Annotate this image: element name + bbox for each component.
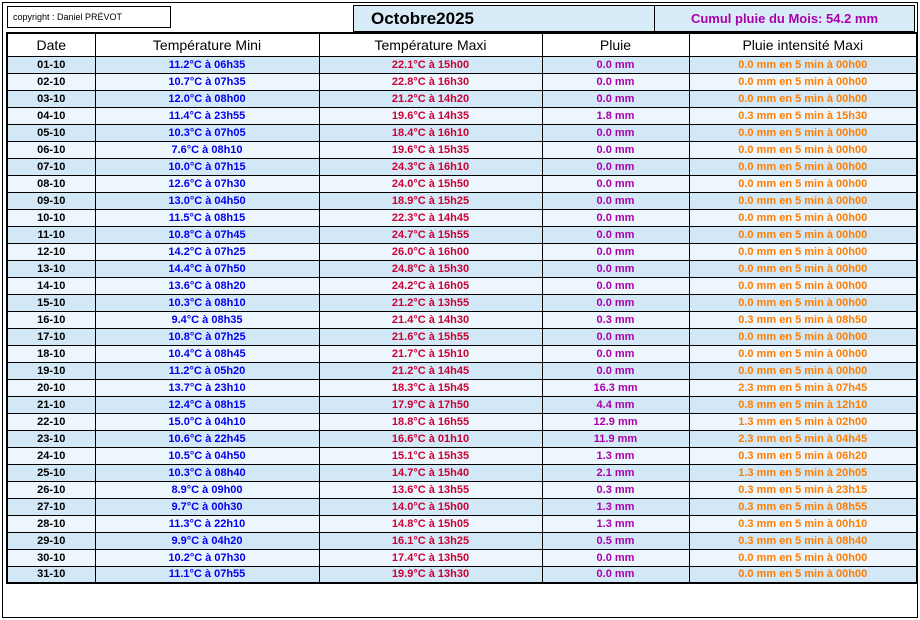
- rain-intensity-cell: 0.0 mm en 5 min à 00h00: [689, 260, 917, 277]
- rain-intensity-cell: 0.0 mm en 5 min à 00h00: [689, 73, 917, 90]
- temp-min-cell: 11.5°C à 08h15: [95, 209, 319, 226]
- monthly-rain-total: Cumul pluie du Mois: 54.2 mm: [690, 11, 879, 26]
- date-cell: 28-10: [7, 515, 95, 532]
- date-cell: 09-10: [7, 192, 95, 209]
- table-row: [7, 447, 917, 464]
- temp-min-cell: 15.0°C à 04h10: [95, 413, 319, 430]
- temp-max-cell: 17.4°C à 13h50: [319, 549, 542, 566]
- rain-cell: 4.4 mm: [542, 396, 689, 413]
- col-header-pluie-intensite: Pluie intensité Maxi: [689, 33, 917, 56]
- rain-cell: 0.0 mm: [542, 566, 689, 583]
- table-row: [7, 90, 917, 107]
- weather-data-table: [6, 32, 918, 584]
- table-row: [7, 413, 917, 430]
- rain-cell: 0.0 mm: [542, 294, 689, 311]
- temp-max-cell: 15.1°C à 15h35: [319, 447, 542, 464]
- col-header-pluie: Pluie: [542, 33, 689, 56]
- rain-cell: 1.8 mm: [542, 107, 689, 124]
- rain-intensity-cell: 0.0 mm en 5 min à 00h00: [689, 277, 917, 294]
- table-row: [7, 175, 917, 192]
- temp-min-cell: 7.6°C à 08h10: [95, 141, 319, 158]
- table-row: [7, 243, 917, 260]
- date-cell: 19-10: [7, 362, 95, 379]
- rain-cell: 2.1 mm: [542, 464, 689, 481]
- date-cell: 14-10: [7, 277, 95, 294]
- date-cell: 01-10: [7, 56, 95, 73]
- table-row: [7, 192, 917, 209]
- rain-intensity-cell: 0.3 mm en 5 min à 15h30: [689, 107, 917, 124]
- temp-min-cell: 10.8°C à 07h25: [95, 328, 319, 345]
- temp-max-cell: 21.7°C à 15h10: [319, 345, 542, 362]
- temp-max-cell: 21.2°C à 13h55: [319, 294, 542, 311]
- rain-intensity-cell: 0.0 mm en 5 min à 00h00: [689, 90, 917, 107]
- date-cell: 13-10: [7, 260, 95, 277]
- rain-cell: 0.0 mm: [542, 209, 689, 226]
- table-row: [7, 515, 917, 532]
- date-cell: 22-10: [7, 413, 95, 430]
- rain-intensity-cell: 0.3 mm en 5 min à 08h50: [689, 311, 917, 328]
- table-row: [7, 430, 917, 447]
- table-row: [7, 396, 917, 413]
- temp-max-cell: 22.1°C à 15h00: [319, 56, 542, 73]
- temp-max-cell: 22.3°C à 14h45: [319, 209, 542, 226]
- rain-intensity-cell: 2.3 mm en 5 min à 07h45: [689, 379, 917, 396]
- temp-min-cell: 10.0°C à 07h15: [95, 158, 319, 175]
- col-header-date: Date: [7, 33, 95, 56]
- rain-cell: 0.5 mm: [542, 532, 689, 549]
- date-cell: 30-10: [7, 549, 95, 566]
- rain-cell: 16.3 mm: [542, 379, 689, 396]
- table-row: [7, 362, 917, 379]
- date-cell: 08-10: [7, 175, 95, 192]
- rain-intensity-cell: 0.0 mm en 5 min à 00h00: [689, 549, 917, 566]
- rain-intensity-cell: 0.0 mm en 5 min à 00h00: [689, 243, 917, 260]
- rain-cell: 0.0 mm: [542, 260, 689, 277]
- temp-max-cell: 17.9°C à 17h50: [319, 396, 542, 413]
- date-cell: 17-10: [7, 328, 95, 345]
- table-row: [7, 464, 917, 481]
- temp-min-cell: 10.3°C à 08h40: [95, 464, 319, 481]
- temp-min-cell: 10.3°C à 07h05: [95, 124, 319, 141]
- rain-intensity-cell: 0.0 mm en 5 min à 00h00: [689, 362, 917, 379]
- table-row: [7, 311, 917, 328]
- table-row: [7, 209, 917, 226]
- temp-max-cell: 21.2°C à 14h45: [319, 362, 542, 379]
- rain-intensity-cell: 0.0 mm en 5 min à 00h00: [689, 345, 917, 362]
- temp-max-cell: 18.3°C à 15h45: [319, 379, 542, 396]
- date-cell: 11-10: [7, 226, 95, 243]
- rain-cell: 0.0 mm: [542, 328, 689, 345]
- date-cell: 31-10: [7, 566, 95, 583]
- date-cell: 04-10: [7, 107, 95, 124]
- temp-max-cell: 24.7°C à 15h55: [319, 226, 542, 243]
- temp-max-cell: 19.9°C à 13h30: [319, 566, 542, 583]
- temp-min-cell: 10.7°C à 07h35: [95, 73, 319, 90]
- rain-intensity-cell: 0.0 mm en 5 min à 00h00: [689, 294, 917, 311]
- temp-min-cell: 14.2°C à 07h25: [95, 243, 319, 260]
- temp-max-cell: 18.4°C à 16h10: [319, 124, 542, 141]
- temp-max-cell: 16.1°C à 13h25: [319, 532, 542, 549]
- table-row: [7, 549, 917, 566]
- table-row: [7, 379, 917, 396]
- date-cell: 27-10: [7, 498, 95, 515]
- table-row: [7, 277, 917, 294]
- table-row: [7, 328, 917, 345]
- rain-intensity-cell: 0.3 mm en 5 min à 23h15: [689, 481, 917, 498]
- rain-intensity-cell: 0.8 mm en 5 min à 12h10: [689, 396, 917, 413]
- temp-min-cell: 10.3°C à 08h10: [95, 294, 319, 311]
- rain-cell: 0.0 mm: [542, 175, 689, 192]
- temp-max-cell: 24.2°C à 16h05: [319, 277, 542, 294]
- rain-cell: 0.0 mm: [542, 226, 689, 243]
- rain-cell: 1.3 mm: [542, 515, 689, 532]
- rain-cell: 0.0 mm: [542, 345, 689, 362]
- temp-min-cell: 13.0°C à 04h50: [95, 192, 319, 209]
- temp-min-cell: 12.6°C à 07h30: [95, 175, 319, 192]
- temp-min-cell: 14.4°C à 07h50: [95, 260, 319, 277]
- date-cell: 24-10: [7, 447, 95, 464]
- rain-cell: 0.0 mm: [542, 56, 689, 73]
- temp-min-cell: 10.2°C à 07h30: [95, 549, 319, 566]
- temp-max-cell: 24.3°C à 16h10: [319, 158, 542, 175]
- rain-intensity-cell: 0.0 mm en 5 min à 00h00: [689, 566, 917, 583]
- temp-min-cell: 11.1°C à 07h55: [95, 566, 319, 583]
- rain-intensity-cell: 0.0 mm en 5 min à 00h00: [689, 192, 917, 209]
- weather-monthly-report-page: [2, 2, 918, 618]
- temp-max-cell: 18.8°C à 16h55: [319, 413, 542, 430]
- table-row: [7, 566, 917, 583]
- rain-intensity-cell: 0.0 mm en 5 min à 00h00: [689, 158, 917, 175]
- rain-cell: 0.0 mm: [542, 158, 689, 175]
- rain-intensity-cell: 0.0 mm en 5 min à 00h00: [689, 56, 917, 73]
- rain-cell: 0.0 mm: [542, 141, 689, 158]
- date-cell: 05-10: [7, 124, 95, 141]
- date-cell: 16-10: [7, 311, 95, 328]
- rain-cell: 0.0 mm: [542, 192, 689, 209]
- rain-cell: 1.3 mm: [542, 498, 689, 515]
- temp-max-cell: 18.9°C à 15h25: [319, 192, 542, 209]
- table-row: [7, 107, 917, 124]
- rain-cell: 0.0 mm: [542, 90, 689, 107]
- table-row: [7, 294, 917, 311]
- rain-intensity-cell: 0.0 mm en 5 min à 00h00: [689, 226, 917, 243]
- rain-cell: 0.0 mm: [542, 243, 689, 260]
- page-title: Octobre2025: [354, 6, 655, 31]
- col-header-temp-maxi: Température Maxi: [319, 33, 542, 56]
- date-cell: 06-10: [7, 141, 95, 158]
- table-row: [7, 260, 917, 277]
- rain-intensity-cell: 1.3 mm en 5 min à 20h05: [689, 464, 917, 481]
- temp-max-cell: 16.6°C à 01h10: [319, 430, 542, 447]
- rain-cell: 0.3 mm: [542, 481, 689, 498]
- temp-min-cell: 8.9°C à 09h00: [95, 481, 319, 498]
- rain-intensity-cell: 0.3 mm en 5 min à 08h40: [689, 532, 917, 549]
- temp-max-cell: 24.0°C à 15h50: [319, 175, 542, 192]
- table-row: [7, 124, 917, 141]
- temp-min-cell: 13.6°C à 08h20: [95, 277, 319, 294]
- temp-min-cell: 9.4°C à 08h35: [95, 311, 319, 328]
- date-cell: 03-10: [7, 90, 95, 107]
- date-cell: 25-10: [7, 464, 95, 481]
- date-cell: 15-10: [7, 294, 95, 311]
- rain-cell: 0.0 mm: [542, 73, 689, 90]
- date-cell: 12-10: [7, 243, 95, 260]
- rain-intensity-cell: 0.0 mm en 5 min à 00h00: [689, 328, 917, 345]
- table-row: [7, 56, 917, 73]
- temp-min-cell: 11.2°C à 05h20: [95, 362, 319, 379]
- date-cell: 29-10: [7, 532, 95, 549]
- rain-cell: 12.9 mm: [542, 413, 689, 430]
- temp-min-cell: 9.9°C à 04h20: [95, 532, 319, 549]
- temp-max-cell: 13.6°C à 13h55: [319, 481, 542, 498]
- table-row: [7, 498, 917, 515]
- date-cell: 23-10: [7, 430, 95, 447]
- rain-intensity-cell: 2.3 mm en 5 min à 04h45: [689, 430, 917, 447]
- temp-min-cell: 9.7°C à 00h30: [95, 498, 319, 515]
- rain-cell: 0.3 mm: [542, 311, 689, 328]
- temp-min-cell: 12.0°C à 08h00: [95, 90, 319, 107]
- rain-cell: 0.0 mm: [542, 124, 689, 141]
- rain-intensity-cell: 0.0 mm en 5 min à 00h00: [689, 141, 917, 158]
- temp-max-cell: 14.8°C à 15h05: [319, 515, 542, 532]
- temp-min-cell: 10.4°C à 08h45: [95, 345, 319, 362]
- col-header-temp-mini: Température Mini: [95, 33, 319, 56]
- date-cell: 10-10: [7, 209, 95, 226]
- table-row: [7, 73, 917, 90]
- date-cell: 21-10: [7, 396, 95, 413]
- copyright-label: copyright : Daniel PRÉVOT: [7, 6, 171, 28]
- temp-max-cell: 22.8°C à 16h30: [319, 73, 542, 90]
- rain-intensity-cell: 1.3 mm en 5 min à 02h00: [689, 413, 917, 430]
- temp-min-cell: 10.8°C à 07h45: [95, 226, 319, 243]
- rain-cell: 0.0 mm: [542, 362, 689, 379]
- temp-max-cell: 21.6°C à 15h55: [319, 328, 542, 345]
- table-row: [7, 345, 917, 362]
- temp-max-cell: 26.0°C à 16h00: [319, 243, 542, 260]
- table-row: [7, 226, 917, 243]
- temp-min-cell: 13.7°C à 23h10: [95, 379, 319, 396]
- title-band: [353, 5, 915, 32]
- temp-max-cell: 19.6°C à 15h35: [319, 141, 542, 158]
- temp-max-cell: 21.4°C à 14h30: [319, 311, 542, 328]
- rain-intensity-cell: 0.3 mm en 5 min à 00h10: [689, 515, 917, 532]
- date-cell: 20-10: [7, 379, 95, 396]
- rain-intensity-cell: 0.3 mm en 5 min à 08h55: [689, 498, 917, 515]
- temp-max-cell: 14.0°C à 15h00: [319, 498, 542, 515]
- temp-min-cell: 11.4°C à 23h55: [95, 107, 319, 124]
- temp-min-cell: 11.2°C à 06h35: [95, 56, 319, 73]
- date-cell: 18-10: [7, 345, 95, 362]
- table-row: [7, 158, 917, 175]
- temp-max-cell: 14.7°C à 15h40: [319, 464, 542, 481]
- temp-max-cell: 21.2°C à 14h20: [319, 90, 542, 107]
- temp-max-cell: 24.8°C à 15h30: [319, 260, 542, 277]
- table-header-row: [7, 33, 917, 56]
- rain-intensity-cell: 0.0 mm en 5 min à 00h00: [689, 209, 917, 226]
- rain-intensity-cell: 0.0 mm en 5 min à 00h00: [689, 124, 917, 141]
- date-cell: 26-10: [7, 481, 95, 498]
- date-cell: 07-10: [7, 158, 95, 175]
- temp-max-cell: 19.6°C à 14h35: [319, 107, 542, 124]
- rain-cell: 1.3 mm: [542, 447, 689, 464]
- table-row: [7, 532, 917, 549]
- rain-cell: 0.0 mm: [542, 277, 689, 294]
- temp-min-cell: 11.3°C à 22h10: [95, 515, 319, 532]
- rain-intensity-cell: 0.0 mm en 5 min à 00h00: [689, 175, 917, 192]
- table-row: [7, 481, 917, 498]
- temp-min-cell: 10.5°C à 04h50: [95, 447, 319, 464]
- rain-cell: 11.9 mm: [542, 430, 689, 447]
- table-row: [7, 141, 917, 158]
- rain-cell: 0.0 mm: [542, 549, 689, 566]
- rain-intensity-cell: 0.3 mm en 5 min à 06h20: [689, 447, 917, 464]
- temp-min-cell: 12.4°C à 08h15: [95, 396, 319, 413]
- temp-min-cell: 10.6°C à 22h45: [95, 430, 319, 447]
- date-cell: 02-10: [7, 73, 95, 90]
